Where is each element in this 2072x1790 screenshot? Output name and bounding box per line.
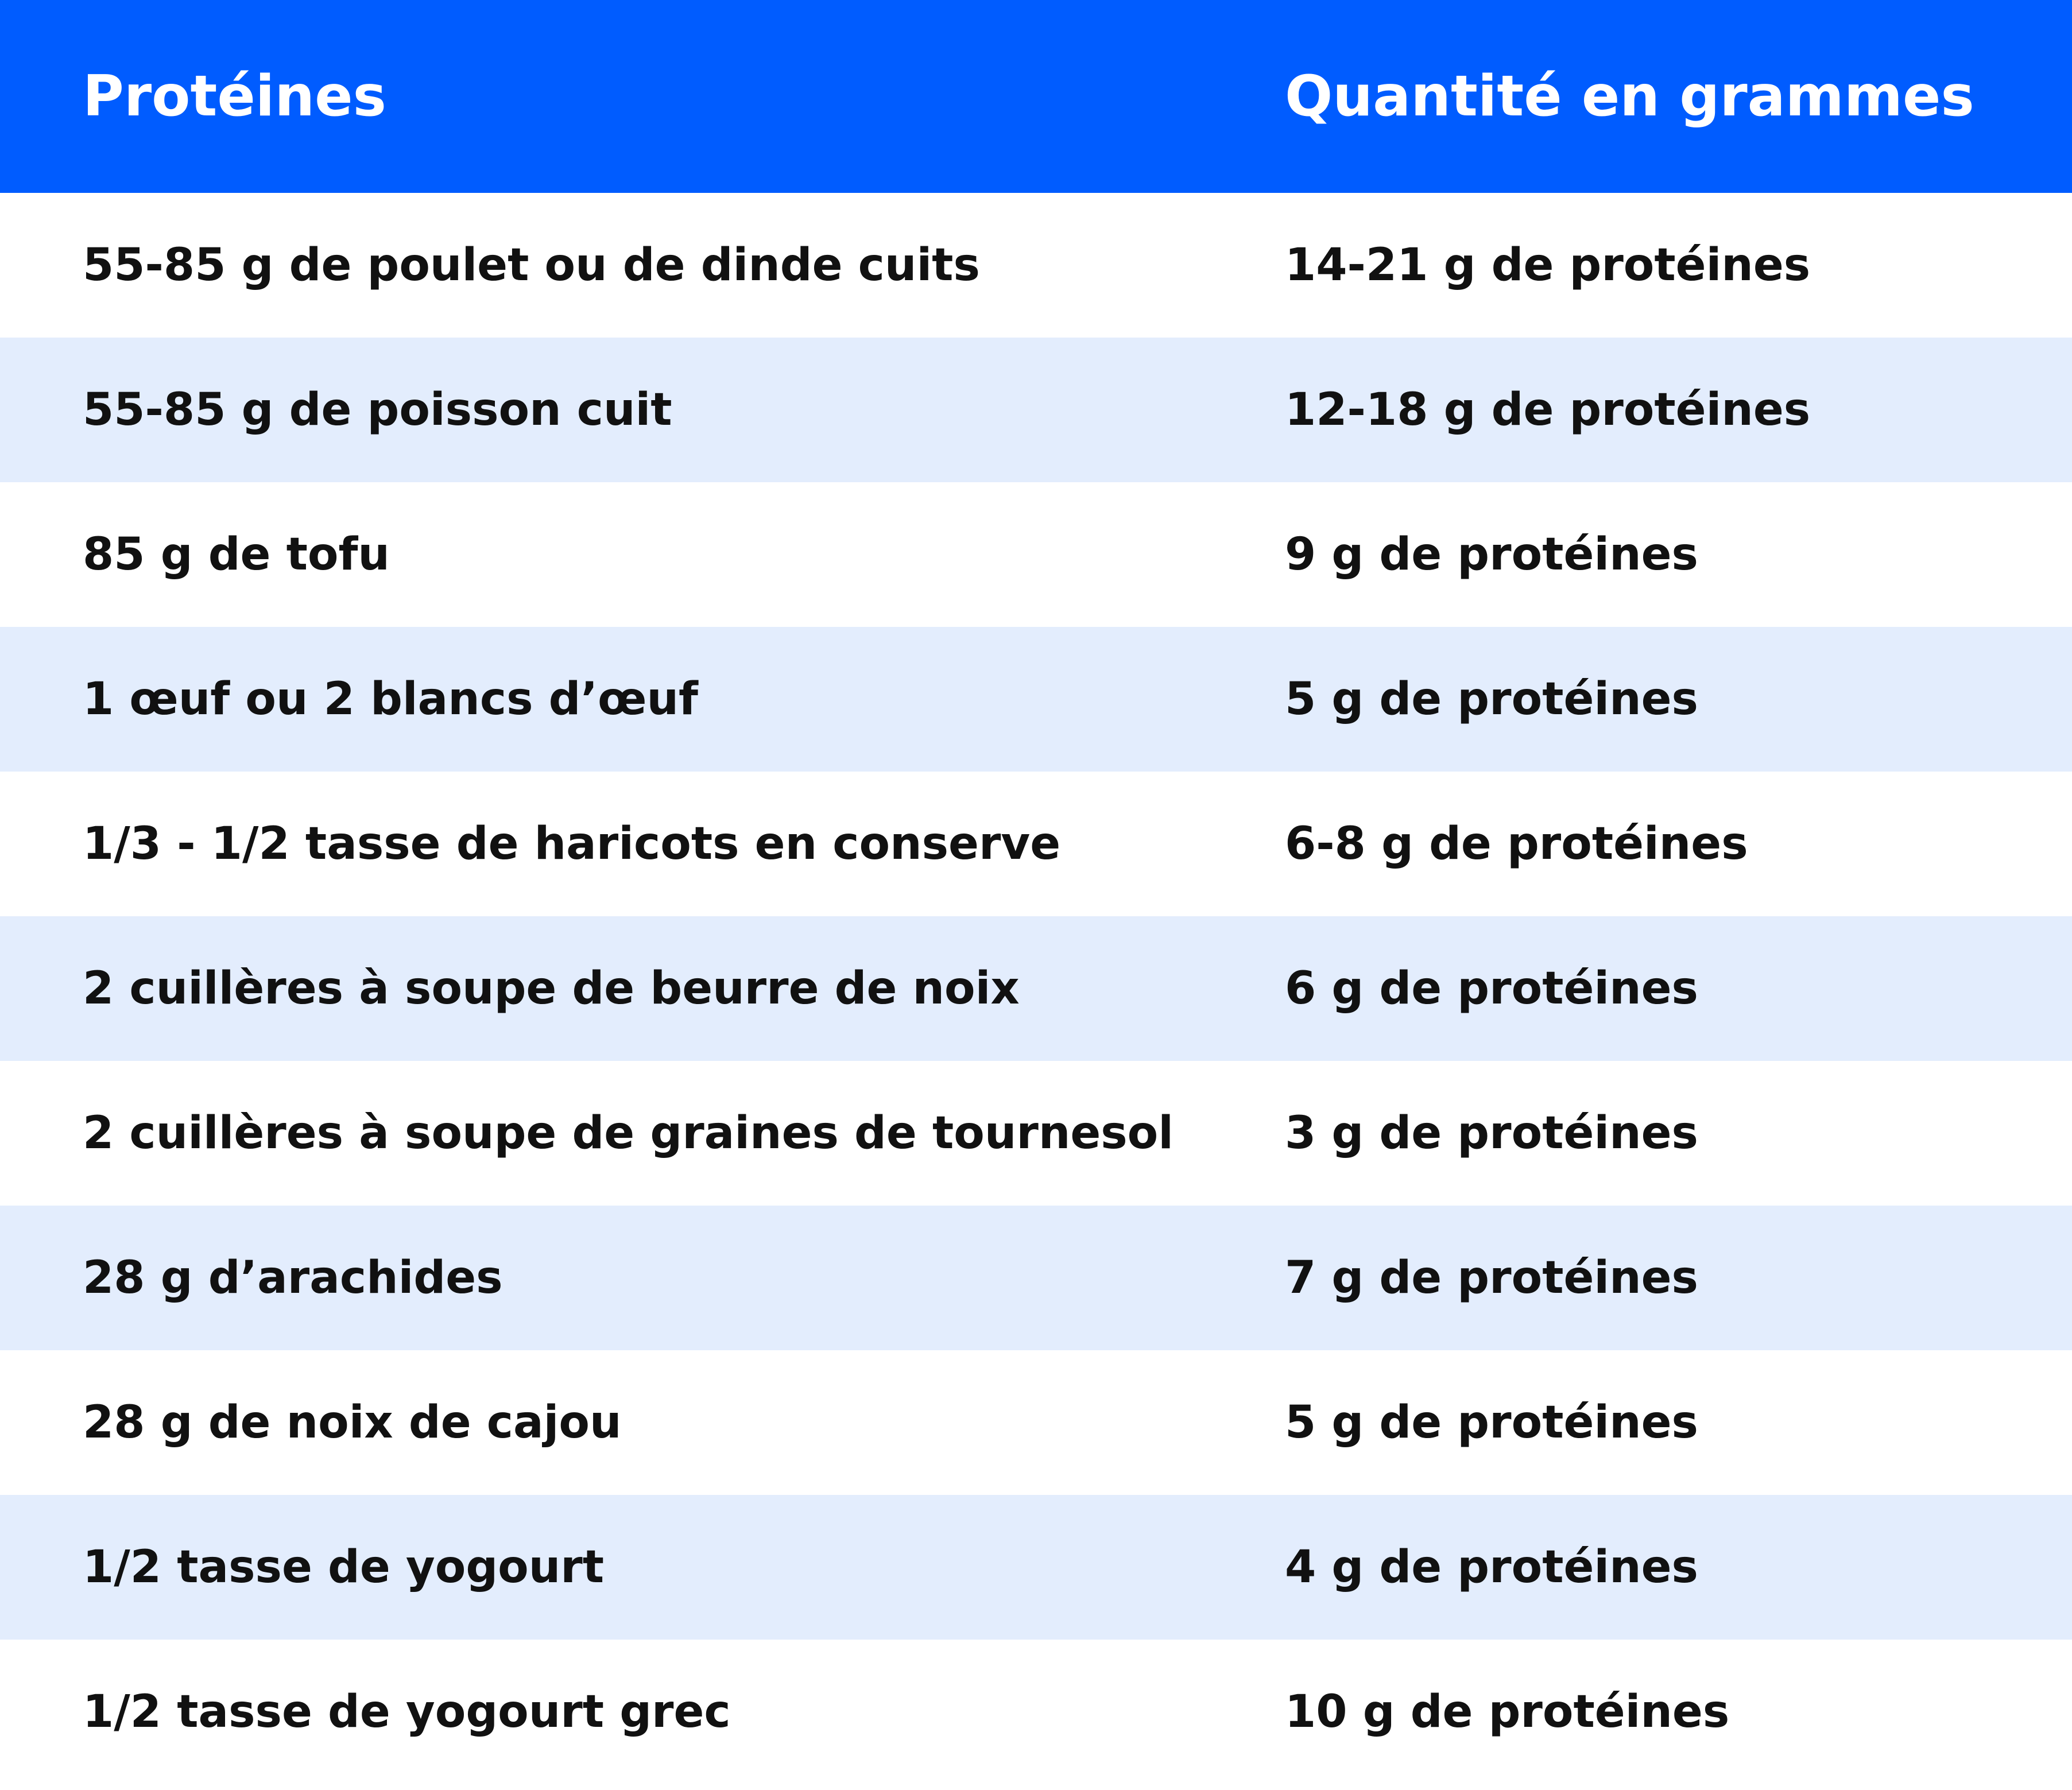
- food-cell: 55-85 g de poisson cuit: [83, 384, 672, 436]
- food-cell: 28 g de noix de cajou: [83, 1397, 622, 1448]
- table-header: [0, 0, 2072, 193]
- amount-cell: 9 g de protéines: [1285, 529, 1698, 580]
- food-cell: 85 g de tofu: [83, 529, 390, 580]
- amount-cell: 6 g de protéines: [1285, 963, 1698, 1014]
- table-row: [0, 627, 2072, 772]
- table-row: [0, 193, 2072, 338]
- table-row: [0, 482, 2072, 627]
- table-row: [0, 1350, 2072, 1495]
- amount-cell: 5 g de protéines: [1285, 673, 1698, 725]
- header-proteins: Protéines: [83, 64, 386, 129]
- food-cell: 2 cuillères à soupe de beurre de noix: [83, 963, 1020, 1014]
- table-row: [0, 1495, 2072, 1640]
- food-cell: 1/2 tasse de yogourt: [83, 1541, 605, 1593]
- table-row: [0, 338, 2072, 482]
- food-cell: 2 cuillères à soupe de graines de tournesol: [83, 1107, 1174, 1159]
- amount-cell: 10 g de protéines: [1285, 1686, 1730, 1738]
- header-quantity: Quantité en grammes: [1285, 64, 1974, 129]
- amount-cell: 3 g de protéines: [1285, 1107, 1698, 1159]
- food-cell: 1/2 tasse de yogourt grec: [83, 1686, 731, 1738]
- amount-cell: 14-21 g de protéines: [1285, 239, 1811, 291]
- table-row: [0, 916, 2072, 1061]
- amount-cell: 4 g de protéines: [1285, 1541, 1698, 1593]
- food-cell: 1 œuf ou 2 blancs d’œuf: [83, 673, 698, 725]
- food-cell: 1/3 - 1/2 tasse de haricots en conserve: [83, 818, 1061, 870]
- amount-cell: 6-8 g de protéines: [1285, 818, 1748, 870]
- table-row: [0, 772, 2072, 916]
- table-row: [0, 1061, 2072, 1206]
- amount-cell: 12-18 g de protéines: [1285, 384, 1811, 436]
- amount-cell: 5 g de protéines: [1285, 1397, 1698, 1448]
- table-row: [0, 1206, 2072, 1350]
- amount-cell: 7 g de protéines: [1285, 1252, 1698, 1304]
- table-row: [0, 1640, 2072, 1784]
- food-cell: 55-85 g de poulet ou de dinde cuits: [83, 239, 980, 291]
- food-cell: 28 g d’arachides: [83, 1252, 503, 1304]
